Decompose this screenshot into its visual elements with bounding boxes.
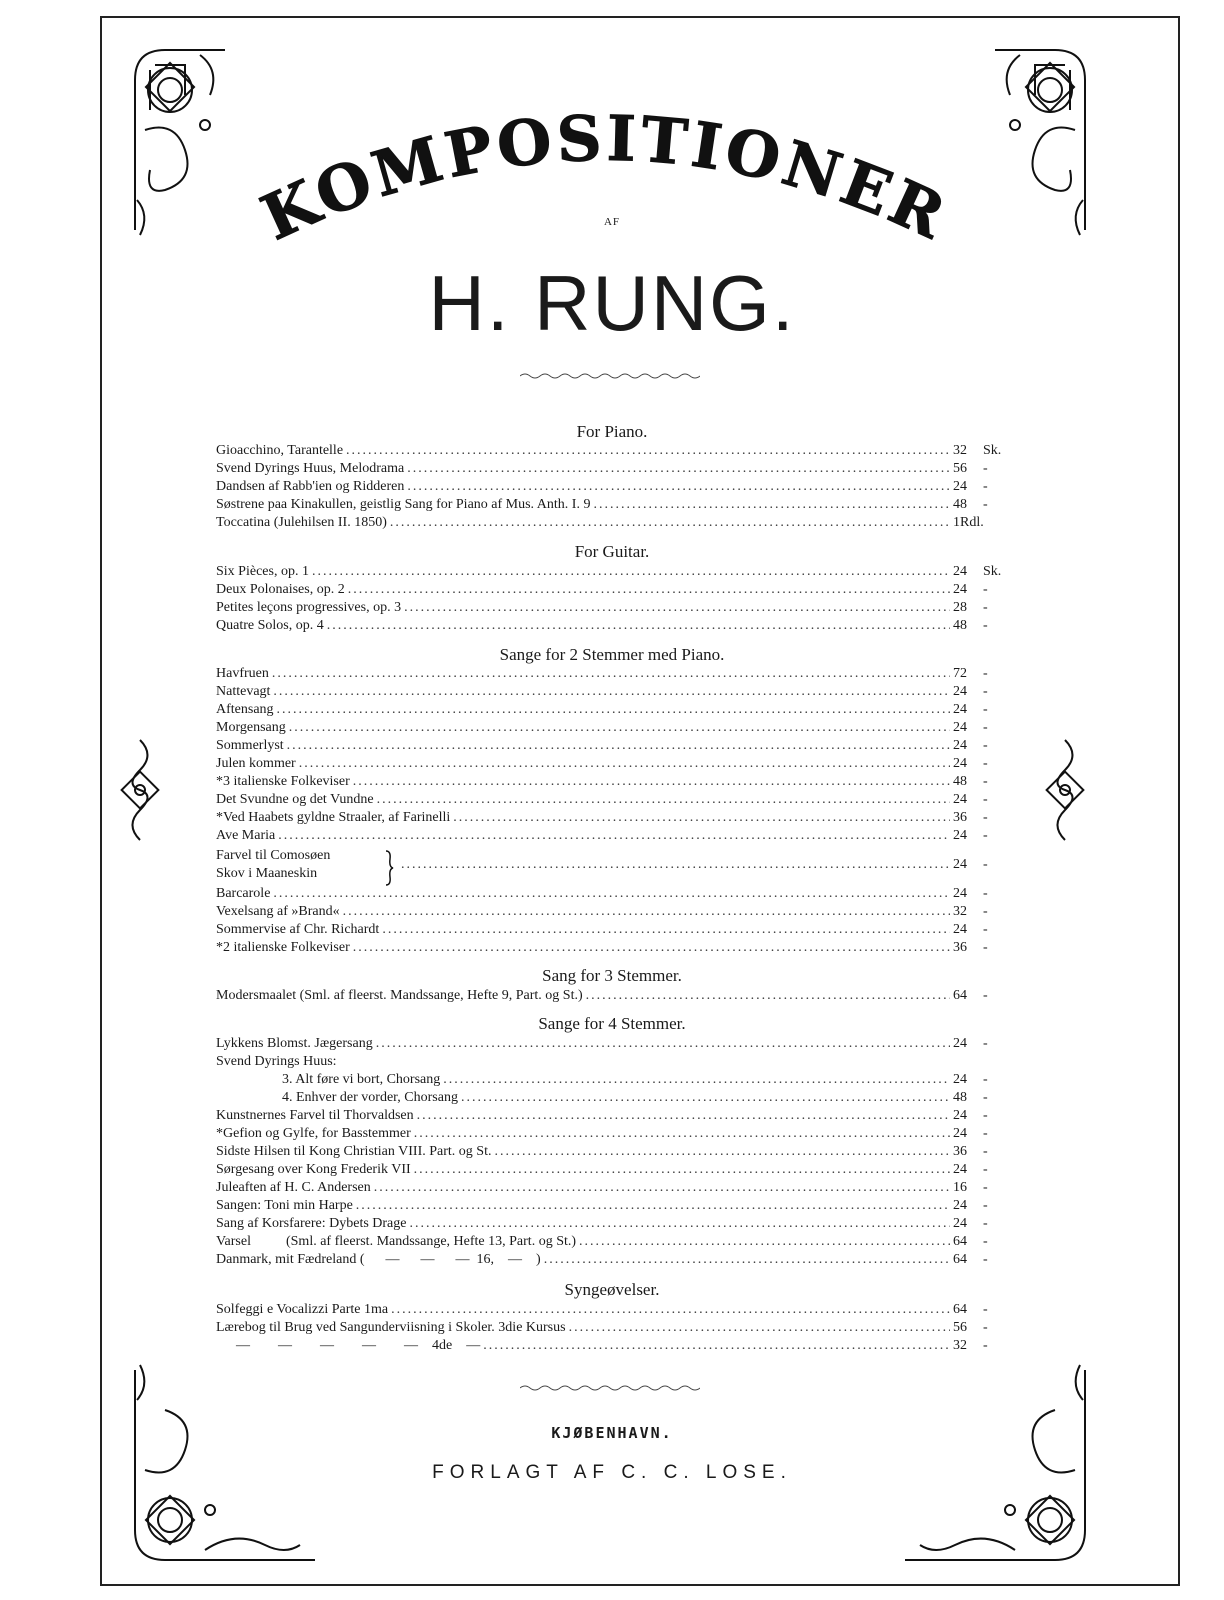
paired-title-2: Skov i Maaneskin (216, 866, 318, 881)
list-item (216, 1144, 1013, 1162)
list-item (216, 666, 1013, 684)
list-item (216, 515, 1013, 533)
entry-title: *3 italienske Folkeviser (216, 774, 350, 789)
list-item (216, 756, 1013, 774)
entry-price: 36 (953, 810, 967, 825)
list-item (216, 1036, 1013, 1054)
publisher-line: FORLAGT AF C. C. LOSE. (432, 1462, 792, 1483)
entry-title: Søstrene paa Kinakullen, geistlig Sang for Piano af Mus. Anth. I. 9 (216, 497, 591, 512)
entry-price: 24 (953, 857, 967, 872)
entry-price: 24 (953, 1108, 967, 1123)
entry-unit: - (983, 857, 988, 872)
list-item (216, 479, 1013, 497)
entry-title: Sang af Korsfarere: Dybets Drage (216, 1216, 407, 1231)
entry-price: 48 (953, 497, 967, 512)
entry-price: 32 (953, 1338, 967, 1353)
entry-price: 1Rdl. (953, 515, 984, 530)
entry-price: 24 (953, 1198, 967, 1213)
entry-title: Modersmaalet (Sml. af fleerst. Mandssange, Hefte 9, Part. og St.) (216, 988, 583, 1003)
list-item (216, 774, 1013, 792)
entry-unit: - (983, 497, 988, 512)
entry-unit: - (983, 1108, 988, 1123)
entry-price: 24 (953, 720, 967, 735)
list-item (216, 564, 1013, 582)
entry-title: Svend Dyrings Huus, Melodrama (216, 461, 405, 476)
entry-title: Nattevagt (216, 684, 271, 699)
entry-title: Vexelsang af »Brand« (216, 904, 340, 919)
list-item (236, 1338, 1013, 1356)
list-item (216, 1320, 1013, 1338)
page-title-text: KOMPOSITIONER (250, 101, 960, 255)
entry-price: 24 (953, 1216, 967, 1231)
entry-price: 16 (953, 1180, 967, 1195)
entry-title: Solfeggi e Vocalizzi Parte 1ma (216, 1302, 389, 1317)
list-item (216, 886, 1013, 904)
entry-title: Six Pièces, op. 1 (216, 564, 309, 579)
entry-title: Sidste Hilsen til Kong Christian VIII. Part. og St. (216, 1144, 492, 1159)
divider-bottom (520, 1384, 700, 1392)
entry-unit: - (983, 828, 988, 843)
entry-unit: - (983, 1036, 988, 1051)
entry-unit: - (983, 1072, 988, 1087)
entry-unit: - (983, 479, 988, 494)
list-item (216, 1162, 1013, 1180)
entry-price: 24 (953, 684, 967, 699)
list-item (216, 1234, 1013, 1252)
entry-unit: - (983, 684, 988, 699)
entry-price: 24 (953, 1072, 967, 1087)
entry-price: 48 (953, 618, 967, 633)
entry-title: Danmark, mit Fædreland ( — — — 16, — ) (216, 1252, 541, 1267)
entry-price: 64 (953, 1302, 967, 1317)
entry-title: Juleaften af H. C. Andersen (216, 1180, 371, 1195)
entry-unit: - (983, 1162, 988, 1177)
entry-price: 24 (953, 564, 967, 579)
entry-title: Ave Maria (216, 828, 276, 843)
list-item (216, 1126, 1013, 1144)
section-heading-4-voices: Sange for 4 Stemmer. (538, 1014, 686, 1033)
entry-title: Sommerlyst (216, 738, 284, 753)
entry-price: 36 (953, 940, 967, 955)
entry-title: *Gefion og Gylfe, for Basstemmer (216, 1126, 411, 1141)
list-item (216, 1180, 1013, 1198)
list-item (216, 582, 1013, 600)
entry-unit: - (983, 600, 988, 615)
entry-title: Lykkens Blomst. Jægersang (216, 1036, 373, 1051)
entry-title: Det Svundne og det Vundne (216, 792, 374, 807)
entry-title: Barcarole (216, 886, 271, 901)
list-item (216, 1108, 1013, 1126)
entry-unit: - (983, 461, 988, 476)
list-item (216, 792, 1013, 810)
section-heading-3-voices: Sang for 3 Stemmer. (542, 966, 682, 985)
entry-unit: - (983, 988, 988, 1003)
list-item (282, 1072, 1013, 1090)
entry-price: 32 (953, 443, 967, 458)
list-item (216, 497, 1013, 515)
list-item (216, 720, 1013, 738)
entry-unit: - (983, 886, 988, 901)
entry-title: Aftensang (216, 702, 274, 717)
entry-title: *Ved Haabets gyldne Straaler, af Farinelli (216, 810, 451, 825)
entry-price: 24 (953, 886, 967, 901)
list-item (216, 1198, 1013, 1216)
section-heading-piano: For Piano. (576, 422, 648, 441)
entry-unit: - (983, 756, 988, 771)
entry-price: 24 (953, 922, 967, 937)
entry-price: 24 (953, 828, 967, 843)
list-item (216, 618, 1013, 636)
entry-unit: - (983, 1126, 988, 1141)
entry-title: Deux Polonaises, op. 2 (216, 582, 345, 597)
entry-price: 48 (953, 1090, 967, 1105)
entry-price: 24 (953, 479, 967, 494)
entry-title: Sørgesang over Kong Frederik VII (216, 1162, 411, 1177)
by-label: AF (603, 216, 621, 228)
entry-price: 64 (953, 1252, 967, 1267)
entry-price: 24 (953, 792, 967, 807)
entry-price: 24 (953, 756, 967, 771)
entry-price: 32 (953, 904, 967, 919)
entry-title: 3. Alt føre vi bort, Chorsang (282, 1072, 441, 1087)
entry-title: — — — — — 4de — (236, 1338, 481, 1353)
entry-unit: - (983, 702, 988, 717)
publication-place: KJØBENHAVN. (551, 1424, 673, 1442)
entry-title: Toccatina (Julehilsen II. 1850) (216, 515, 387, 530)
list-item (216, 828, 1013, 846)
entry-unit: - (983, 582, 988, 597)
entry-unit: - (983, 1198, 988, 1213)
list-item (398, 857, 1013, 875)
entry-price: 72 (953, 666, 967, 681)
list-item (216, 461, 1013, 479)
composer-name: H. RUNG. (428, 259, 796, 347)
entry-title: Quatre Solos, op. 4 (216, 618, 324, 633)
entry-unit: - (983, 904, 988, 919)
entry-unit: - (983, 774, 988, 789)
paired-title-1: Farvel til Comosøen (216, 848, 331, 863)
brace-icon (384, 850, 394, 886)
list-item (216, 904, 1013, 922)
entry-title: Julen kommer (216, 756, 296, 771)
section-heading-guitar: For Guitar. (574, 542, 650, 561)
entry-title: Sangen: Toni min Harpe (216, 1198, 353, 1213)
entry-price: 36 (953, 1144, 967, 1159)
entry-price: 24 (953, 702, 967, 717)
entry-title: Lærebog til Brug ved Sangunderviisning i Skoler. 3die Kursus (216, 1320, 566, 1335)
entry-price: 24 (953, 1036, 967, 1051)
entry-unit: - (983, 1234, 988, 1249)
entry-price: 24 (953, 1162, 967, 1177)
entry-price: 64 (953, 1234, 967, 1249)
list-item (216, 684, 1013, 702)
entry-price: 24 (953, 582, 967, 597)
entry-price: 48 (953, 774, 967, 789)
page-title (251, 102, 959, 255)
entry-unit: - (983, 792, 988, 807)
entry-title: Havfruen (216, 666, 269, 681)
entry-price: 24 (953, 738, 967, 753)
subheading-svend-dyrings: Svend Dyrings Huus: (216, 1054, 337, 1069)
entry-unit: - (983, 1302, 988, 1317)
section-heading-exercises: Syngeøvelser. (564, 1280, 660, 1299)
list-item (216, 443, 1013, 461)
entry-unit: - (983, 666, 988, 681)
entry-unit: - (983, 1338, 988, 1353)
entry-unit: - (983, 738, 988, 753)
entry-title: Sommervise af Chr. Richardt (216, 922, 380, 937)
entry-unit: - (983, 940, 988, 955)
entry-unit: - (983, 810, 988, 825)
list-item (216, 988, 1013, 1006)
entry-unit: - (983, 1090, 988, 1105)
entry-unit: Sk. (983, 564, 1002, 579)
entry-unit: - (983, 618, 988, 633)
entry-title: Morgensang (216, 720, 286, 735)
side-ornament-right (1040, 735, 1090, 845)
entry-unit: - (983, 720, 988, 735)
entry-title: Gioacchino, Tarantelle (216, 443, 344, 458)
entry-title: *2 italienske Folkeviser (216, 940, 350, 955)
entry-title: Petites leçons progressives, op. 3 (216, 600, 402, 615)
list-item (282, 1090, 1013, 1108)
entry-price: 64 (953, 988, 967, 1003)
side-ornament-left (115, 735, 165, 845)
entry-title: Kunstnernes Farvel til Thorvaldsen (216, 1108, 414, 1123)
list-item (216, 600, 1013, 618)
list-item (216, 1302, 1013, 1320)
list-item (216, 922, 1013, 940)
list-item (216, 1216, 1013, 1234)
entry-title: 4. Enhver der vorder, Chorsang (282, 1090, 458, 1105)
entry-unit: - (983, 1320, 988, 1335)
list-item (216, 738, 1013, 756)
entry-title: Varsel (Sml. af fleerst. Mandssange, Hefte 13, Part. og St.) (216, 1234, 577, 1249)
list-item (216, 810, 1013, 828)
entry-unit: - (983, 922, 988, 937)
entry-unit: Sk. (983, 443, 1002, 458)
entry-price: 56 (953, 1320, 967, 1335)
entry-unit: - (983, 1180, 988, 1195)
entry-price: 24 (953, 1126, 967, 1141)
divider-top (520, 372, 700, 380)
entry-title: Dandsen af Rabb'ien og Ridderen (216, 479, 405, 494)
entry-unit: - (983, 1252, 988, 1267)
list-item (216, 940, 1013, 958)
entry-price: 28 (953, 600, 967, 615)
entry-unit: - (983, 1216, 988, 1231)
list-item (216, 702, 1013, 720)
entry-unit: - (983, 1144, 988, 1159)
section-heading-2-voices: Sange for 2 Stemmer med Piano. (499, 645, 725, 664)
entry-price: 56 (953, 461, 967, 476)
list-item (216, 1252, 1013, 1270)
